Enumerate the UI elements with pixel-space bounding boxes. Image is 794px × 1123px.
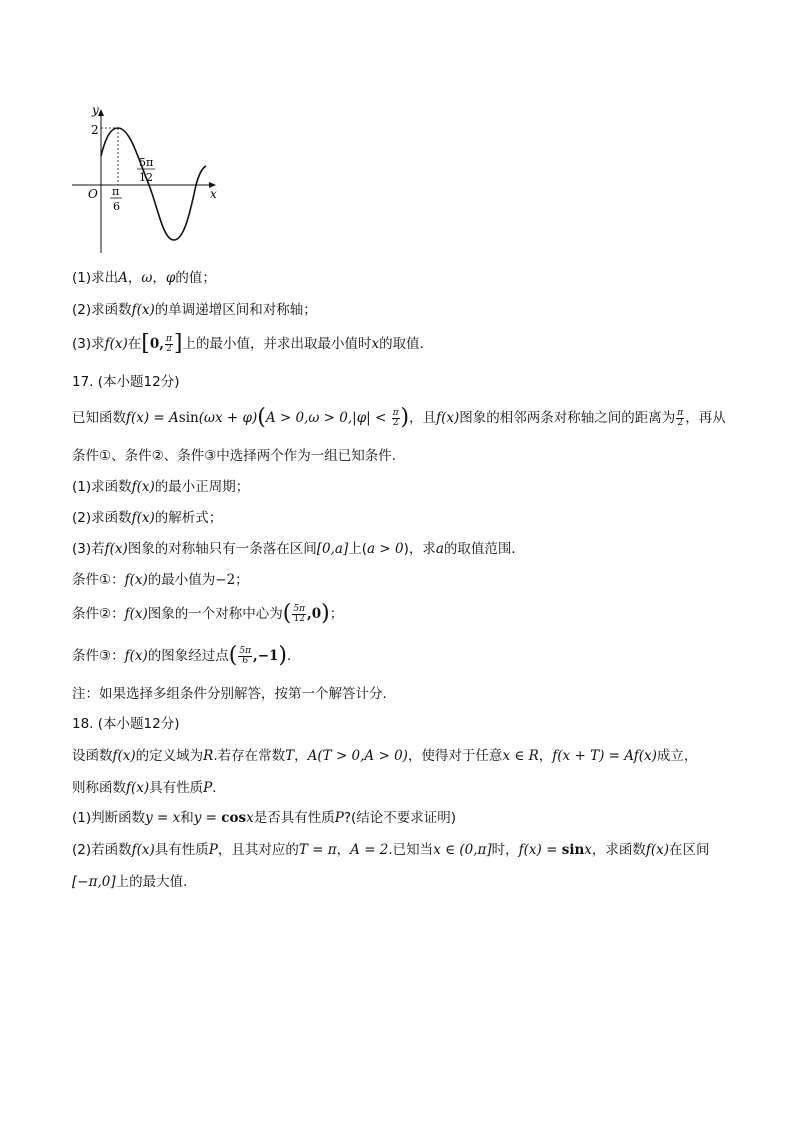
- x-tick-numerator: π: [112, 185, 120, 198]
- zero-annotation-denominator: 12: [139, 171, 153, 184]
- q17-header: 17. (本小题12分): [72, 374, 180, 390]
- sine-curve: [101, 128, 206, 240]
- q18-part-2-continued: [−π,0]上的最大值．: [72, 874, 197, 890]
- q17-stem-line-1: 已知函数f(x) = Asin(ωx + φ)(A > 0,ω > 0,|φ| < $\frac{\pi}{2}$ )，且f(x)图象的相邻两条对称轴之间的距离为 $\frac{\pi}{2}$ ，再从: [72, 405, 726, 430]
- q17-part-1: (1)求函数f(x)的最小正周期；: [72, 479, 250, 495]
- q17-part-2: (2)求函数f(x)的解析式；: [72, 510, 223, 526]
- q17-condition-3: 条件③：f(x)的图象经过点( $\frac{5\pi}{6}$ ,−1)．: [72, 643, 301, 668]
- x-axis-label: x: [210, 187, 217, 201]
- q18-header: 18. (本小题12分): [72, 716, 180, 732]
- q18-part-2: (2)若函数f(x)具有性质P，且其对应的T = π，A = 2.已知当x ∈ (0,π]时，f(x) = sinx，求函数f(x)在区间: [72, 842, 710, 858]
- q18-stem-line-2: 则称函数f(x)具有性质P．: [72, 780, 226, 796]
- q18-stem-line-1: 设函数f(x)的定义域为R.若存在常数T，A(T > 0,A > 0)，使得对于任意x ∈ R，f(x + T) = Af(x)成立，: [72, 748, 698, 764]
- x-tick-denominator: 6: [113, 200, 120, 213]
- q17-note: 注：如果选择多组条件分别解答，按第一个解答计分．: [72, 686, 396, 702]
- q17-part-3: (3)若f(x)图象的对称轴只有一条落在区间[0,a]上(a > 0)，求a的取值范围．: [72, 541, 525, 557]
- q17-condition-1: 条件①：f(x)的最小值为−2；: [72, 572, 249, 588]
- zero-annotation-numerator: 5π: [139, 156, 154, 169]
- q16-part-3: (3)求f(x)在[0, $\frac{\pi}{2}$ ]上的最小值，并求出取最小值时x的取值．: [72, 331, 434, 356]
- q16-part-1: (1)求出A，ω，φ的值；: [72, 270, 216, 286]
- q17-condition-2: 条件②：f(x)图象的一个对称中心为( $\frac{5\pi}{12}$ ,0)；: [72, 601, 344, 626]
- y-axis-label: y: [92, 103, 99, 117]
- y-axis-arrow: [98, 109, 104, 116]
- sine-graph: [66, 98, 226, 258]
- q17-stem-line-2: 条件①、条件②、条件③中选择两个作为一组已知条件．: [72, 448, 406, 464]
- q16-part-2: (2)求函数f(x)的单调递增区间和对称轴；: [72, 302, 317, 318]
- origin-label: O: [88, 187, 98, 201]
- q18-part-1: (1)判断函数y = x和y = cosx是否具有性质P?(结论不要求证明): [72, 810, 457, 826]
- y-tick-label: 2: [91, 123, 99, 137]
